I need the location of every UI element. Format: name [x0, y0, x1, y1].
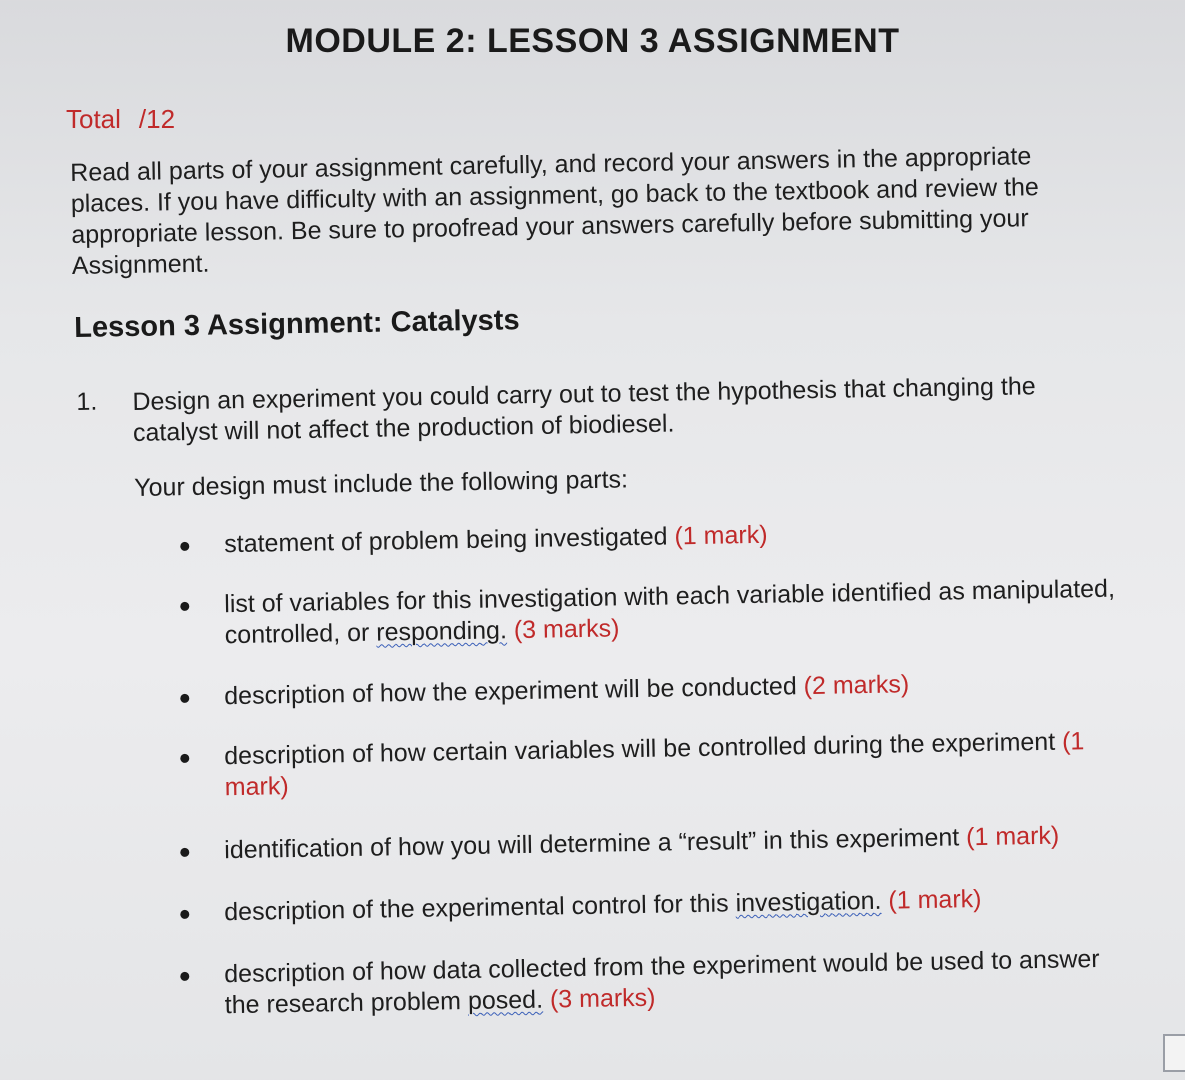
part-text: statement of problem being investigated — [224, 522, 668, 559]
section-heading: Lesson 3 Assignment: Catalysts — [74, 304, 520, 344]
spellcheck-flagged-word[interactable]: responding. — [376, 616, 508, 647]
bullet-icon — [180, 602, 189, 611]
design-intro: Your design must include the following parts: — [134, 465, 629, 502]
total-score — [66, 104, 193, 135]
question-number: 1. — [76, 387, 98, 416]
list-item — [180, 881, 1140, 927]
spellcheck-flagged-word[interactable]: posed. — [467, 985, 544, 1015]
total-label: Total — [66, 104, 121, 134]
page-scroll-edge[interactable] — [1163, 1034, 1185, 1072]
question-1 — [76, 360, 1106, 448]
part-marks: (1 mark) — [674, 520, 768, 551]
page-title: MODULE 2: LESSON 3 ASSIGNMENT — [285, 22, 900, 60]
list-item — [180, 819, 1140, 865]
list-item — [180, 725, 1140, 802]
question-text: Design an experiment you could carry out to test the hypothesis that changing the catalyst will not affect the production of biodiesel. — [132, 372, 1036, 448]
instructions-paragraph: Read all parts of your assignment carefully, and record your answers in the appropriate places. If you have difficulty with an assignment, go back to the textbook and review the appropriate lesson. Be sure to proofread your answers carefully before submitting your Assignment. — [70, 142, 1040, 280]
bullet-icon — [180, 694, 189, 703]
part-marks: (3 marks) — [513, 614, 620, 645]
total-value: /12 — [138, 104, 176, 134]
part-marks: (1 mark) — [965, 821, 1060, 852]
spellcheck-flagged-word[interactable]: investigation. — [735, 886, 882, 918]
bullet-icon — [180, 542, 189, 551]
part-marks: (3 marks) — [549, 983, 656, 1014]
bullet-icon — [180, 972, 189, 981]
bullet-icon — [180, 754, 189, 763]
bullet-icon — [180, 910, 189, 919]
list-item — [180, 943, 1140, 1020]
part-text: description of the experimental control for this — [224, 889, 729, 927]
part-marks: (1 mark) — [888, 885, 982, 915]
part-text: description of how the experiment will be conducted — [224, 672, 797, 711]
list-item — [180, 573, 1140, 650]
list-item — [180, 513, 1140, 559]
part-text: description of how data collected from the experiment would be used to answer the research problem — [224, 944, 1100, 1020]
part-marks: (2 marks) — [803, 670, 910, 701]
part-text: description of how certain variables will be controlled during the experiment — [224, 727, 1056, 771]
list-item — [180, 665, 1140, 711]
part-text: list of variables for this investigation with each variable identified as manipulated, controlled, or — [224, 574, 1116, 650]
part-text: identification of how you will determine a “result” in this experiment — [224, 823, 960, 865]
part-marks: (1 mark) — [224, 727, 1085, 802]
bullet-icon — [180, 848, 189, 857]
